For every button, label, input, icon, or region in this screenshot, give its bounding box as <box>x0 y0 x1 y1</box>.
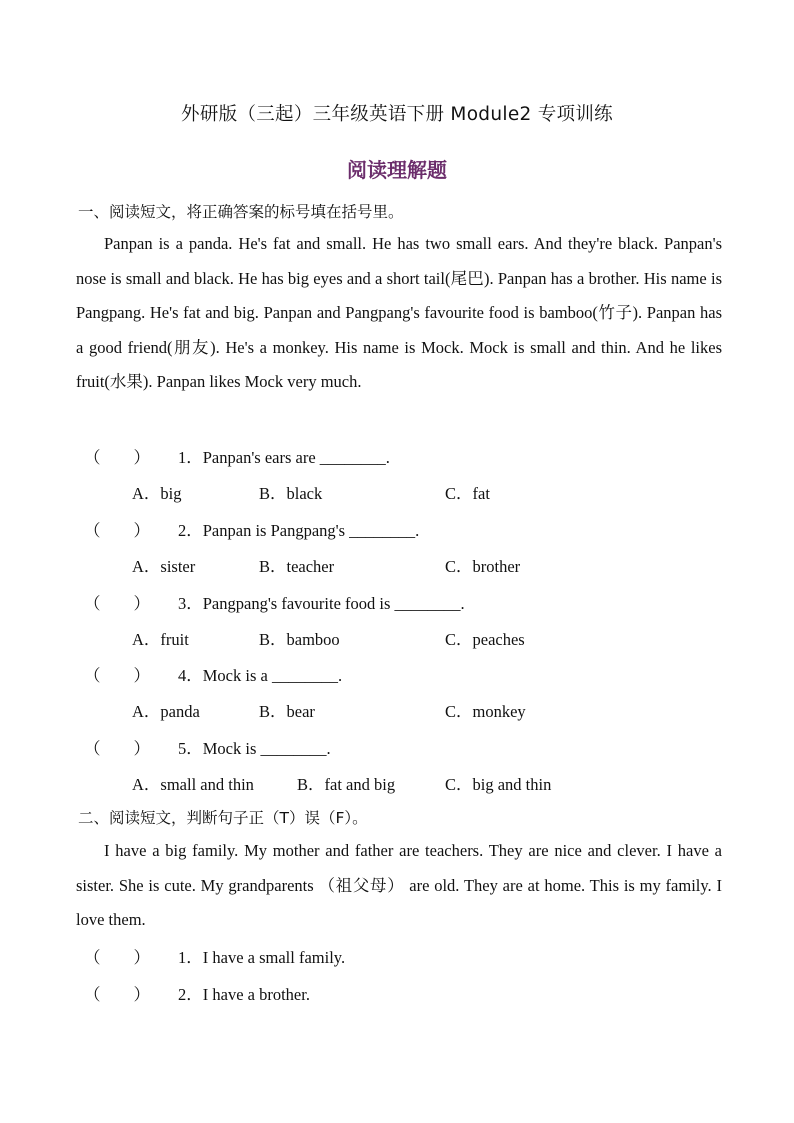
question-row <box>84 517 419 541</box>
option-a: A．big <box>132 484 182 503</box>
option-c: C．brother <box>445 557 521 576</box>
option-b: B．bamboo <box>259 630 340 649</box>
option-a: A．small and thin <box>132 775 254 794</box>
answer-blank[interactable]: （ ） <box>84 448 150 467</box>
question-row <box>84 981 310 1005</box>
passage-text: Panpan is a panda. He's fat and small. He has two small ears. And they're black. Panpan's nose is small and black. He has big eyes and a short tail(尾巴). Panpan has a brother. His name is Pangpang. He's fat and big. Panpan and Pangpang's favourite food is bamboo(竹子). Panpan has a good friend(朋友). He's a monkey. His name is Mock. Mock is small and thin. And he likes fruit(水果). Panpan likes Mock very much. <box>76 234 722 391</box>
section-1-heading: 一、阅读短文，将正确答案的标号填在括号里。 <box>78 203 404 221</box>
option-b: B．bear <box>259 702 315 721</box>
option-b: B．black <box>259 484 323 503</box>
question-text: 1．I have a small family. <box>178 948 346 967</box>
page-subtitle: 阅读理解题 <box>347 158 447 182</box>
options-row <box>132 771 652 793</box>
option-b: B．fat and big <box>297 775 396 794</box>
question-text: 4．Mock is a ________. <box>178 666 343 685</box>
section-2-heading: 二、阅读短文，判断句子正（T）误（F）。 <box>78 809 368 827</box>
options-row <box>132 480 652 502</box>
question-text: 5．Mock is ________. <box>178 739 331 758</box>
options-row <box>132 553 652 575</box>
answer-blank[interactable]: （ ） <box>84 985 150 1004</box>
option-b: B．teacher <box>259 557 335 576</box>
question-text: 2．Panpan is Pangpang's ________. <box>178 521 420 540</box>
question-row <box>84 662 342 686</box>
question-row <box>84 590 465 614</box>
option-c: C．big and thin <box>445 775 552 794</box>
answer-blank[interactable]: （ ） <box>84 594 150 613</box>
page-title: 外研版（三起）三年级英语下册 Module2 专项训练 <box>181 104 613 125</box>
question-row <box>84 944 345 968</box>
answer-blank[interactable]: （ ） <box>84 948 150 967</box>
answer-blank[interactable]: （ ） <box>84 739 150 758</box>
option-a: A．sister <box>132 557 196 576</box>
question-row <box>84 735 331 759</box>
options-row <box>132 626 652 648</box>
option-c: C．fat <box>445 484 490 503</box>
options-row <box>132 698 652 720</box>
option-a: A．panda <box>132 702 200 721</box>
passage-text: I have a big family. My mother and father are teachers. They are nice and clever. I have a sister. She is cute. My grandparents （祖父母） are old. They are at home. This is my family. I love them. <box>76 841 722 929</box>
option-c: C．peaches <box>445 630 525 649</box>
question-row <box>84 444 390 468</box>
section-2-passage <box>76 834 722 938</box>
option-a: A．fruit <box>132 630 189 649</box>
option-c: C．monkey <box>445 702 526 721</box>
question-text: 3．Pangpang's favourite food is ________. <box>178 594 465 613</box>
section-1-passage <box>76 227 722 400</box>
question-text: 1．Panpan's ears are ________. <box>178 448 390 467</box>
question-text: 2．I have a brother. <box>178 985 310 1004</box>
answer-blank[interactable]: （ ） <box>84 521 150 540</box>
answer-blank[interactable]: （ ） <box>84 666 150 685</box>
